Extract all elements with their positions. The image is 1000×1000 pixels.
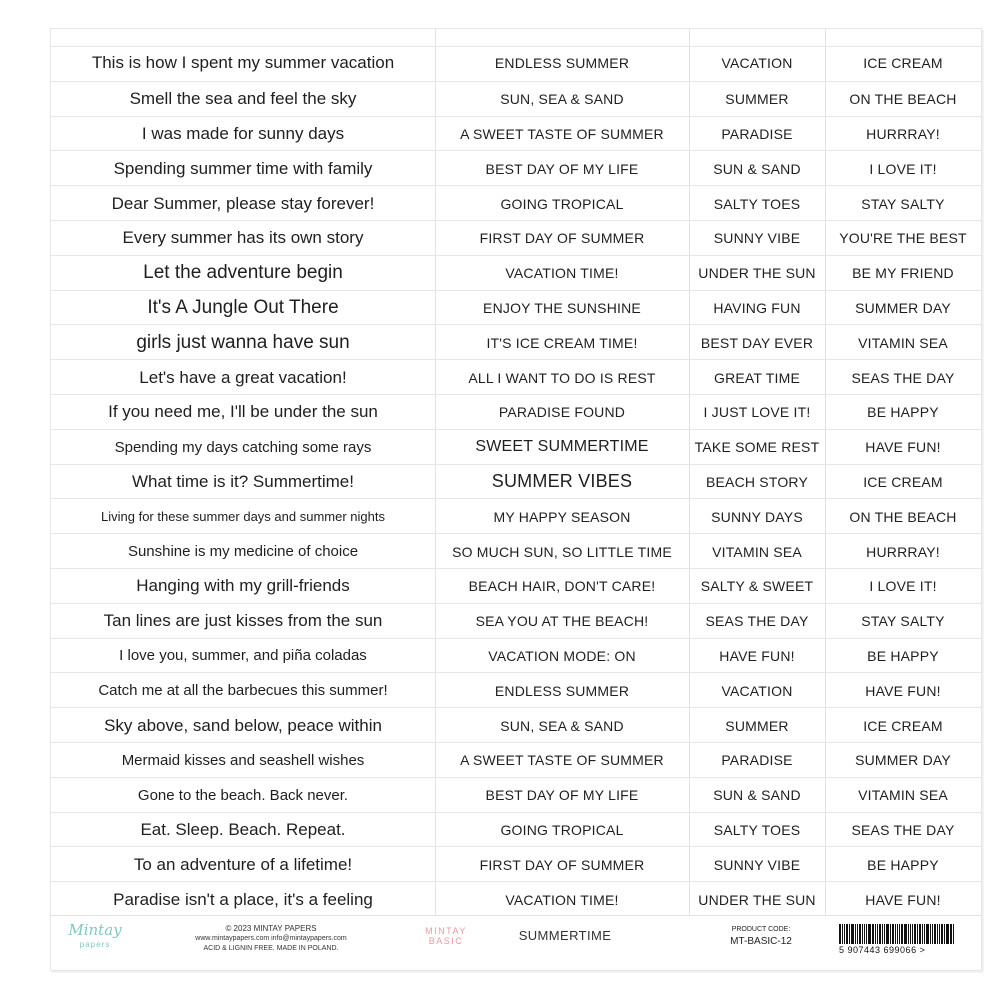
phrase-long: Let's have a great vacation!: [139, 367, 347, 387]
product-code: [706, 925, 816, 949]
phrase-short: SALTY TOES: [713, 195, 801, 212]
phrase-long: If you need me, I'll be under the sun: [108, 402, 378, 422]
barcode: [839, 924, 957, 955]
phrase-long: Spending my days catching some rays: [114, 438, 372, 456]
sticker-row: [51, 394, 981, 430]
barcode-bar: [941, 924, 943, 944]
phrase-long: Sky above, sand below, peace within: [104, 715, 382, 735]
phrase-long: Living for these summer days and summer nights: [101, 509, 385, 525]
phrase-long: I love you, summer, and piña coladas: [119, 647, 367, 665]
phrase-long: Smell the sea and feel the sky: [129, 89, 357, 109]
barcode-bar: [897, 924, 898, 944]
barcode-bar: [864, 924, 865, 944]
sticker-sheet: [50, 28, 982, 971]
phrase-tag: SEAS THE DAY: [851, 821, 955, 838]
barcode-bar: [939, 924, 940, 944]
barcode-bar: [908, 924, 909, 944]
phrase-long: Gone to the beach. Back never.: [137, 786, 349, 804]
phrase-medium: VACATION TIME!: [505, 891, 619, 908]
phrase-medium: ENJOY THE SUNSHINE: [483, 299, 641, 316]
phrase-medium: GOING TROPICAL: [500, 821, 624, 838]
phrase-short: SALTY & SWEET: [700, 578, 814, 595]
phrase-long: Sunshine is my medicine of choice: [127, 543, 359, 561]
sticker-row: [51, 603, 981, 639]
phrase-tag: HAVE FUN!: [865, 891, 941, 908]
phrase-long: Spending summer time with family: [113, 158, 373, 178]
phrase-long: It's A Jungle Out There: [147, 296, 339, 318]
phrase-long: Tan lines are just kisses from the sun: [103, 611, 383, 631]
barcode-bar: [886, 924, 889, 944]
phrase-short: UNDER THE SUN: [698, 891, 816, 908]
phrase-long: This is how I spent my summer vacation: [91, 53, 395, 73]
contact-text: www.mintaypapers.com info@mintaypapers.com: [195, 935, 347, 942]
sticker-row: [51, 359, 981, 395]
sticker-row: [51, 255, 981, 291]
phrase-medium: ALL I WANT TO DO IS REST: [468, 369, 656, 386]
phrase-short: SUNNY VIBE: [713, 230, 801, 247]
sticker-row: [51, 116, 981, 152]
phrase-tag: STAY SALTY: [861, 195, 945, 212]
sticker-row: [51, 185, 981, 221]
grid-top-line: [51, 46, 981, 47]
phrase-short: SUN & SAND: [713, 160, 801, 177]
barcode-bars: [839, 924, 957, 944]
phrase-medium: SEA YOU AT THE BEACH!: [475, 613, 649, 630]
barcode-bar: [839, 924, 841, 944]
sticker-row: [51, 533, 981, 569]
paper-note: ACID & LIGNIN FREE. MADE IN POLAND.: [203, 945, 339, 952]
sticker-row: [51, 812, 981, 848]
phrase-short: SUN & SAND: [713, 787, 801, 804]
barcode-bar: [946, 924, 949, 944]
sticker-row: [51, 742, 981, 778]
brand-line-2: BASIC: [428, 936, 464, 946]
phrase-short: BEACH STORY: [705, 473, 809, 490]
phrase-long: What time is it? Summertime!: [132, 471, 354, 491]
barcode-bar: [846, 924, 848, 944]
barcode-number: 5 907443 699066 >: [839, 945, 926, 955]
phrase-tag: SEAS THE DAY: [851, 369, 955, 386]
phrase-short: VITAMIN SEA: [712, 543, 802, 560]
phrase-medium: A SWEET TASTE OF SUMMER: [460, 125, 664, 142]
product-code-value: MT-BASIC-12: [730, 936, 792, 947]
phrase-long: I was made for sunny days: [141, 123, 345, 143]
barcode-bar: [914, 924, 916, 944]
phrase-tag: STAY SALTY: [861, 613, 945, 630]
phrase-long: Every summer has its own story: [122, 228, 364, 248]
barcode-bar: [926, 924, 929, 944]
barcode-bar: [901, 924, 903, 944]
logo-sub-text: papers: [79, 940, 111, 949]
barcode-bar: [924, 924, 925, 944]
barcode-bar: [934, 924, 936, 944]
barcode-bar: [932, 924, 933, 944]
barcode-bar: [884, 924, 885, 944]
barcode-bar: [892, 924, 894, 944]
barcode-bar: [944, 924, 945, 944]
phrase-medium: FIRST DAY OF SUMMER: [479, 230, 645, 247]
phrase-medium: SUN, SEA & SAND: [500, 91, 624, 108]
barcode-bar: [910, 924, 911, 944]
barcode-bar: [922, 924, 923, 944]
sticker-row: [51, 290, 981, 326]
barcode-bar: [857, 924, 858, 944]
phrase-long: girls just wanna have sun: [136, 331, 350, 353]
phrase-medium: BEST DAY OF MY LIFE: [485, 787, 639, 804]
sticker-row: [51, 568, 981, 604]
phrase-tag: ICE CREAM: [863, 473, 943, 490]
phrase-short: SEAS THE DAY: [705, 613, 809, 630]
barcode-bar: [890, 924, 891, 944]
phrase-short: TAKE SOME REST: [694, 439, 820, 456]
phrase-tag: VITAMIN SEA: [858, 334, 948, 351]
barcode-bar: [866, 924, 867, 944]
phrase-tag: ICE CREAM: [863, 717, 943, 734]
barcode-bar: [937, 924, 938, 944]
phrase-long: Let the adventure begin: [143, 262, 343, 284]
phrase-short: HAVING FUN: [713, 299, 801, 316]
phrase-tag: BE HAPPY: [867, 647, 939, 664]
phrase-medium: A SWEET TASTE OF SUMMER: [460, 752, 664, 769]
phrase-tag: BE MY FRIEND: [852, 265, 954, 282]
phrase-tag: BE HAPPY: [867, 856, 939, 873]
barcode-bar: [953, 924, 954, 944]
barcode-bar: [877, 924, 878, 944]
product-code-label: PRODUCT CODE:: [731, 926, 791, 933]
barcode-bar: [917, 924, 918, 944]
barcode-bar: [859, 924, 861, 944]
phrase-short: UNDER THE SUN: [698, 265, 816, 282]
barcode-bar: [912, 924, 913, 944]
sticker-row: [51, 324, 981, 360]
phrase-medium: PARADISE FOUND: [498, 404, 626, 421]
brand-line-1: MINTAY: [425, 926, 467, 936]
phrase-medium: SUN, SEA & SAND: [500, 717, 624, 734]
sticker-row: [51, 881, 981, 917]
phrase-tag: ON THE BEACH: [849, 508, 957, 525]
phrase-tag: I LOVE IT!: [869, 160, 937, 177]
phrase-tag: HAVE FUN!: [865, 439, 941, 456]
sticker-row: [51, 707, 981, 743]
phrase-short: PARADISE: [721, 125, 793, 142]
phrase-medium: SWEET SUMMERTIME: [475, 438, 649, 456]
phrase-medium: SO MUCH SUN, SO LITTLE TIME: [452, 543, 672, 560]
sticker-row: [51, 672, 981, 708]
phrase-tag: ICE CREAM: [863, 55, 943, 72]
barcode-bar: [919, 924, 921, 944]
phrase-medium: BEACH HAIR, DON'T CARE!: [468, 578, 656, 595]
sheet-footer: [51, 915, 981, 971]
phrase-short: SUNNY DAYS: [711, 508, 803, 525]
logo-main-text: Mintay: [68, 921, 122, 939]
phrase-tag: SUMMER DAY: [855, 752, 951, 769]
phrase-medium: MY HAPPY SEASON: [493, 508, 631, 525]
sticker-row: [51, 777, 981, 813]
phrase-tag: I LOVE IT!: [869, 578, 937, 595]
barcode-bar: [895, 924, 896, 944]
phrase-long: Paradise isn't a place, it's a feeling: [113, 889, 373, 909]
copyright-text: © 2023 MINTAY PAPERS: [225, 924, 317, 933]
phrase-short: SALTY TOES: [713, 821, 801, 838]
sticker-row: [51, 464, 981, 500]
barcode-bar: [842, 924, 843, 944]
sticker-row: [51, 150, 981, 186]
mintay-basic-logo: [416, 926, 476, 946]
phrase-short: I JUST LOVE IT!: [703, 404, 811, 421]
phrase-medium: BEST DAY OF MY LIFE: [485, 160, 639, 177]
sticker-row: [51, 846, 981, 882]
barcode-bar: [844, 924, 845, 944]
phrase-medium: SUMMER VIBES: [491, 471, 633, 492]
phrase-short: SUMMER: [725, 91, 789, 108]
barcode-bar: [882, 924, 883, 944]
phrase-long: Eat. Sleep. Beach. Repeat.: [140, 819, 346, 839]
barcode-bar: [904, 924, 907, 944]
phrase-short: GREAT TIME: [713, 369, 800, 386]
phrase-long: Dear Summer, please stay forever!: [111, 193, 375, 213]
phrase-tag: VITAMIN SEA: [858, 787, 948, 804]
barcode-bar: [872, 924, 874, 944]
sticker-row: [51, 429, 981, 465]
phrase-tag: YOU'RE THE BEST: [839, 230, 967, 247]
sticker-row: [51, 81, 981, 117]
phrase-medium: VACATION TIME!: [505, 265, 619, 282]
phrase-short: VACATION: [721, 682, 793, 699]
sticker-row: [51, 498, 981, 534]
phrase-short: HAVE FUN!: [719, 647, 795, 664]
phrase-short: SUMMER: [725, 717, 789, 734]
barcode-bar: [930, 924, 931, 944]
phrase-tag: BE HAPPY: [867, 404, 939, 421]
barcode-bar: [950, 924, 952, 944]
barcode-bar: [875, 924, 876, 944]
phrase-short: PARADISE: [721, 752, 793, 769]
mintay-logo: [65, 922, 125, 949]
phrase-medium: ENDLESS SUMMER: [494, 682, 630, 699]
phrase-tag: HAVE FUN!: [865, 682, 941, 699]
sticker-row: [51, 220, 981, 256]
barcode-bar: [855, 924, 856, 944]
publisher-info: [181, 924, 361, 954]
phrase-tag: HURRRAY!: [866, 543, 940, 560]
barcode-bar: [851, 924, 854, 944]
barcode-bar: [862, 924, 863, 944]
phrase-medium: FIRST DAY OF SUMMER: [479, 856, 645, 873]
phrase-long: Mermaid kisses and seashell wishes: [121, 751, 365, 769]
phrase-short: SUNNY VIBE: [713, 856, 801, 873]
phrase-long: To an adventure of a lifetime!: [133, 854, 353, 874]
phrase-long: Catch me at all the barbecues this summer!: [98, 682, 388, 700]
phrase-long: Hanging with my grill-friends: [136, 576, 350, 596]
sticker-row: [51, 46, 981, 81]
phrase-medium: ENDLESS SUMMER: [494, 55, 630, 72]
phrase-short: BEST DAY EVER: [700, 334, 814, 351]
barcode-bar: [879, 924, 881, 944]
barcode-bar: [899, 924, 900, 944]
barcode-bar: [868, 924, 871, 944]
phrase-short: VACATION: [721, 55, 793, 72]
sticker-row: [51, 638, 981, 674]
phrase-medium: IT'S ICE CREAM TIME!: [486, 334, 638, 351]
phrase-tag: HURRRAY!: [866, 125, 940, 142]
barcode-bar: [849, 924, 850, 944]
phrase-tag: SUMMER DAY: [855, 299, 951, 316]
collection-title: SUMMERTIME: [518, 928, 612, 943]
phrase-medium: VACATION MODE: ON: [488, 647, 636, 664]
phrase-tag: ON THE BEACH: [849, 91, 957, 108]
phrase-medium: GOING TROPICAL: [500, 195, 624, 212]
